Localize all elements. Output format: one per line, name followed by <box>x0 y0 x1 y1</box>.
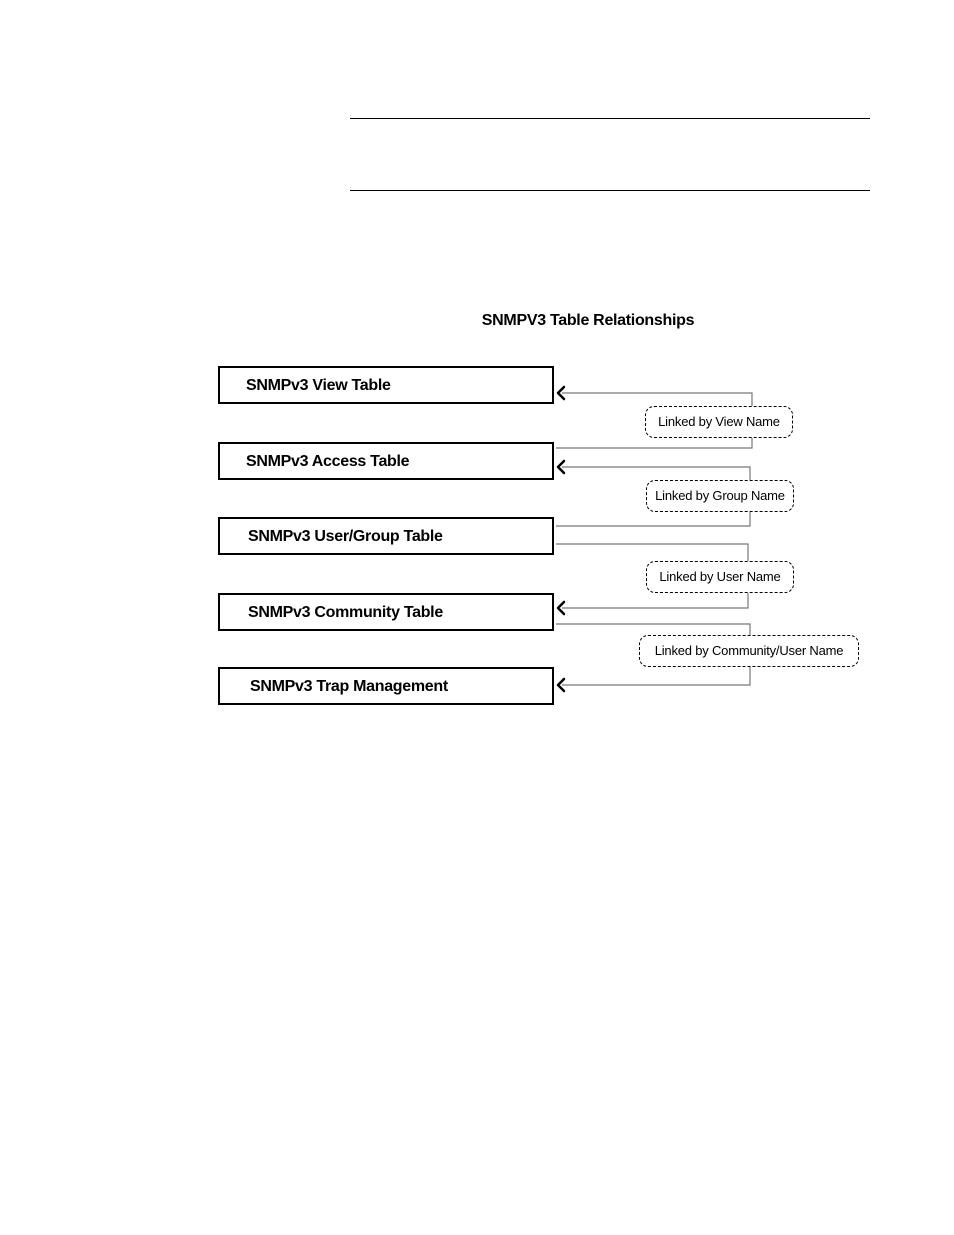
view-table-box <box>218 366 554 404</box>
connector-group-name-to-access <box>562 467 750 480</box>
figure-title: SNMPV3 Table Relationships <box>481 312 695 329</box>
community-table-box <box>218 593 554 631</box>
link-community-user-name: Linked by Community/User Name <box>639 635 859 667</box>
view-table-label: SNMPv3 View Table <box>246 377 391 394</box>
connector-usergroup-to-user-name <box>556 544 748 561</box>
access-table-label: SNMPv3 Access Table <box>246 453 410 470</box>
connector-usergroup-to-group-name <box>556 512 750 526</box>
connector-user-name-to-community <box>562 593 748 608</box>
user-group-table-box <box>218 517 554 555</box>
connector-community-to-community-user-name <box>556 624 750 635</box>
user-group-table-label: SNMPv3 User/Group Table <box>248 528 443 545</box>
connector-access-to-view-name <box>556 438 752 448</box>
connector-view-name-to-view <box>562 393 752 406</box>
link-view-name: Linked by View Name <box>645 406 793 438</box>
trap-management-box <box>218 667 554 705</box>
trap-management-label: SNMPv3 Trap Management <box>250 678 448 695</box>
community-table-label: SNMPv3 Community Table <box>248 604 443 621</box>
link-user-name: Linked by User Name <box>646 561 794 593</box>
link-group-name: Linked by Group Name <box>646 480 794 512</box>
access-table-box <box>218 442 554 480</box>
connector-community-user-name-to-trap <box>562 667 750 685</box>
